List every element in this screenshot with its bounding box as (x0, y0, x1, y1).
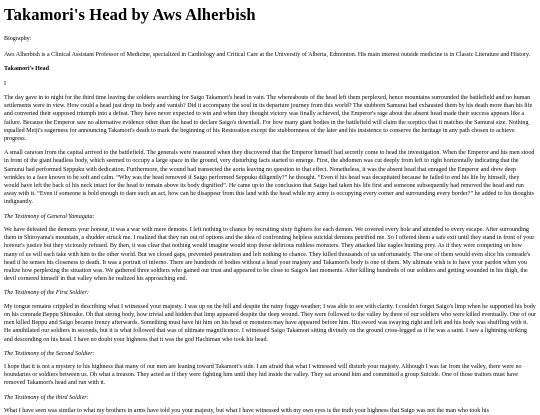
biography-text: Aws Alherbish is a Clinical Assistant Professor of Medicine, specialized in Cardiology and Critical Care at the University of Alberta, Edmonton. His main interest outside medicine is in Classic Literature and History. (4, 52, 531, 59)
testimony-title-second-soldier: The Testimony of the Second Soldier: (4, 350, 95, 357)
section-title: Takamori's Head (4, 66, 49, 73)
testimony-title-yamagata: The Testimony of General Yamagata: (4, 213, 95, 220)
paragraph-2: A small caravan from the capital arrived to the battlefield. The generals were reassured when they discovered that the Emperor himself had secretly come to head the investigation. When the Emperor and his men stood in front of the giant headless body, which seemed to occupy a large space in the ground, very disturbing facts started to emerge. First, the abdomen was cut deeply from left to right horizontally indicating that the Samurai had performed Seppuku with dedication. Furthermore, the wound had transected the aorta leaving no question to that effect. Nonetheless, it was the absent head that enraged the Emperor and drew deep wrinkles to a face known to be soft and calm. “Why was the head removed if Saigo performed Seppuku diligently?” he thought. “Even if his head was decapitated because he failed to end his life by himself, they would have left the back of his neck intact for the head to remain above its body dignified”. He came up to the conclusion that Saigo had taken his life first and someone subsequently had removed the head and run away with it. “Even if someone is bold enough to dare such an act, how can he disappear from this land with the head while my army is occupying every corner and surrounding every border?” he added to his thoughts indignantly. (4, 150, 535, 206)
paragraph-1: The day gave in to night for the third time leaving the soldiers searching for Saigo Takamori's head in vain. The whereabouts of the head left them perplexed, hence mountains surrounded the battlefield and no human settlements were in view. How could a head just drop its body and vanish? Did it accompany the soul in its departure journey from this world? The stubborn Samurai had exhausted them by his death more than his life and converted their supposed triumph into a defeat. They have never expected to win and when they thought victory was finally achieved, the Emperor's rage about the absent head made their success appears like a failure. Because the Emperor saw no alternative evidence other than the head to declare Saigo's downfall. For how many giant bodies in the battlefield will claim the sceptics that it matches the Samurai size. Nothing equalled Meiji's eagerness for announcing Takamori's death to mark the beginning of his Restoration except the stubbornness of the later and his insistence to conserve the heritage in any path chosen to achieve progress. (4, 94, 533, 142)
testimony-text-yamagata: We have defeated the demons your honour, it was a war with mere demons. I left nothing to chance by recruiting sixty fighters for each demon. We covered every hole and attended to every escape. After surrounding them in Shiroyama's mountain, a shudder struck me. I realized that they ran out of options and the idea of confronting helpless suicidal demons petrified me. So I offered them a safe exit until they stand in front of your honour's justice but they viciously refused. By then, it was clear that nothing would imagine would stop those delirious ruthless monsters. They attacked like eagles hunting prey. As if they were competing on how many of us will each take with him to the other world. But we closed gaps, prevented penetration and left nothing to chance. They killed thousands of us unfortunately. The one of them would even slice his comrade's head if he senses his closeness to death. It was a portrait of inferno. There are hundreds of bodies without a head your majesty and Takamori's body is one of them. My ultimate wish is to have your pardon when you realize how perplexing the situation was. We gathered three soldiers who gained our trust and appeared to be close to Saigo's last moments. After killing hundreds of our soldiers and getting wounded in his thigh, the devil cornered himself in that valley when he realized his approaching end. (4, 226, 535, 283)
page-title: Takamori's Head by Aws Alherbish (4, 5, 256, 24)
testimony-text-first-soldier: My tongue remains crippled in describing what I witnessed your majesty. I was up on the hill and despite the rainy foggy weather; I was able to see with clarity. I couldn't forget Saigo's limp when he supported his body on his comrade Beppu Shinsuke. Oh that strong body, how trivial and hidden that limp appeared despite the deep wound. They were followed to the valley by three of our soldiers who were killed eventually. One of our men killed Beppu and Saigo became frenzy afterwards. Something must have hit him on his head or monsters may have appeared before him. His sword was swaying right and left and his body was shuffling with it. He annihilated our soldiers in seconds, but it is what followed that was of ultimate magnificence. I witnessed Saigo Takamori sitting divinely on the ground cross-legged as if he was a saint. I saw a lightning striking and descending on his head. I have no doubt your highness that it was the god Hachiman who took his head. (4, 303, 536, 343)
testimony-title-third-soldier: The Testimony of the third Soldier: (4, 394, 89, 401)
testimony-title-first-soldier: The Testimony of the First Soldier: (4, 290, 89, 297)
testimony-text-third-soldier: What I have seen was similar to what my brothers in arms have told you your majesty, but what I have witnessed with my own eyes is the truth your highness that Saigo was not the man who took his (4, 407, 489, 414)
section-marker: I (4, 80, 7, 87)
testimony-text-second-soldier: I hope that it is not a mystery to his highness that many of our men are leaning toward Takamori's side. I am afraid that what I witnessed will disturb your majesty. Although I was far from the valley, there were no boundaries or soldiers between us. Oh what a treason. They acted as if they were fighting him until they hid inside the valley. They sat around him and committed a group Suicide. One of those traitors must have removed Takamori's head and run with it. (4, 363, 522, 387)
biography-label: Biography: (4, 35, 32, 42)
